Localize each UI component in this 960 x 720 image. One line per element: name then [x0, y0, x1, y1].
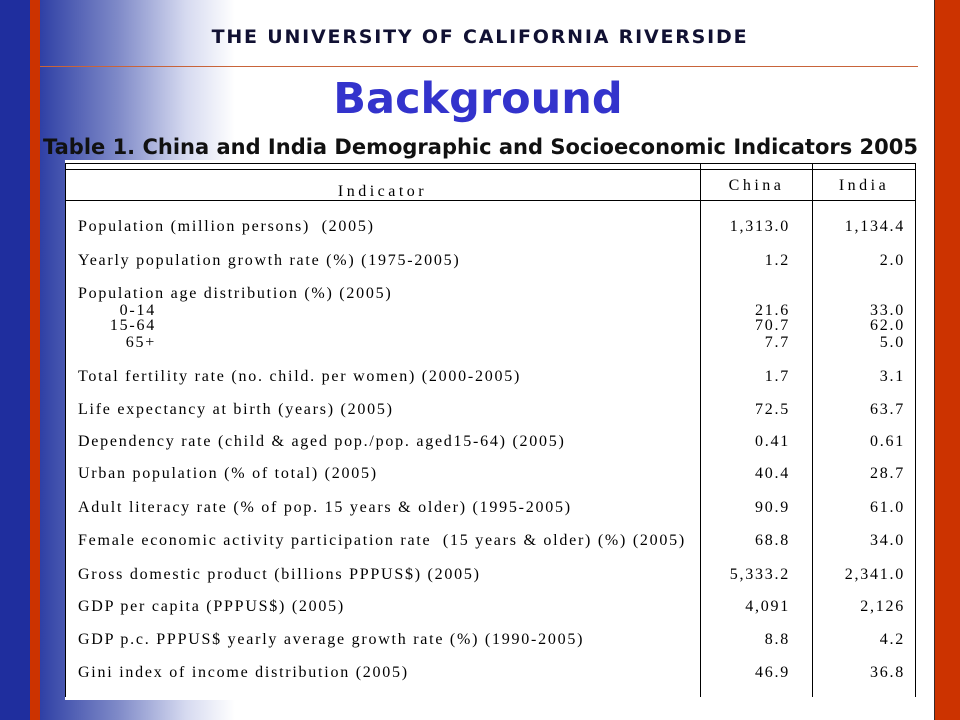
- slide-title: Background: [333, 74, 623, 124]
- table-row: [65, 565, 916, 585]
- india-value: 33.0: [870, 302, 905, 319]
- column-header-indicator: Indicator: [337, 183, 428, 200]
- china-value: 70.7: [755, 317, 790, 334]
- india-value: 62.0: [870, 317, 905, 334]
- india-value: 2,126: [860, 598, 905, 615]
- table-border-top-inner: [65, 169, 916, 170]
- table-row: [65, 531, 916, 551]
- china-value: 90.9: [755, 499, 790, 516]
- india-value: 63.7: [870, 401, 905, 418]
- india-value: 3.1: [879, 368, 905, 385]
- india-value: 36.8: [870, 664, 905, 681]
- age-group-label: 15-64: [109, 317, 156, 334]
- india-value: 5.0: [879, 334, 905, 351]
- indicator-label: Yearly population growth rate (%) (1975-2005): [78, 252, 461, 269]
- table-caption: Table 1. China and India Demographic and Socioeconomic Indicators 2005: [43, 135, 919, 159]
- table-row: [65, 217, 916, 237]
- india-value: 34.0: [870, 532, 905, 549]
- table-row: [65, 663, 916, 683]
- indicator-label: Gini index of income distribution (2005): [78, 664, 409, 681]
- age-group-label: 0-14: [119, 302, 156, 319]
- india-value: 0.61: [870, 433, 905, 450]
- age-group-label: 65+: [125, 334, 156, 351]
- china-value: 68.8: [755, 532, 790, 549]
- indicator-label: Adult literacy rate (% of pop. 15 years & older) (1995-2005): [78, 499, 572, 516]
- china-value: 8.8: [764, 631, 790, 648]
- china-value: 1,313.0: [729, 218, 790, 235]
- indicator-label: Total fertility rate (no. child. per women) (2000-2005): [78, 368, 522, 385]
- table-row: [65, 251, 916, 271]
- india-value: 4.2: [879, 631, 905, 648]
- table-row: [65, 400, 916, 420]
- table-border-top: [65, 163, 916, 164]
- indicator-label: Life expectancy at birth (years) (2005): [78, 401, 394, 418]
- india-value: 28.7: [870, 465, 905, 482]
- indicator-group-label: Population age distribution (%) (2005): [78, 285, 393, 302]
- column-header-india: India: [838, 177, 890, 194]
- data-table: [65, 160, 916, 700]
- china-value: 1.7: [764, 368, 790, 385]
- indicator-label: Gross domestic product (billions PPPUS$) (2005): [78, 566, 481, 583]
- indicator-label: Population (million persons) (2005): [78, 218, 375, 235]
- china-value: 1.2: [764, 252, 790, 269]
- indicator-label: Urban population (% of total) (2005): [78, 465, 378, 482]
- china-value: 5,333.2: [729, 566, 790, 583]
- china-value: 72.5: [755, 401, 790, 418]
- table-row: [65, 498, 916, 518]
- india-value: 2.0: [879, 252, 905, 269]
- china-value: 7.7: [764, 334, 790, 351]
- indicator-label: GDP per capita (PPPUS$) (2005): [78, 598, 345, 615]
- table-row: [65, 597, 916, 617]
- table-row: [65, 367, 916, 387]
- india-value: 61.0: [870, 499, 905, 516]
- china-value: 40.4: [755, 465, 790, 482]
- indicator-label: Female economic activity participation rate (15 years & older) (%) (2005): [78, 532, 686, 549]
- indicator-label: GDP p.c. PPPUS$ yearly average growth rate (%) (1990-2005): [78, 631, 585, 648]
- slide-header: THE UNIVERSITY OF CALIFORNIA RIVERSIDE: [211, 26, 749, 48]
- china-value: 46.9: [755, 664, 790, 681]
- china-value: 4,091: [745, 598, 790, 615]
- india-value: 2,341.0: [844, 566, 905, 583]
- table-subrow: [65, 333, 916, 353]
- table-row: [65, 630, 916, 650]
- table-row: [65, 464, 916, 484]
- column-header-china: China: [728, 177, 785, 194]
- table-row: [65, 432, 916, 452]
- india-value: 1,134.4: [844, 218, 905, 235]
- indicator-label: Dependency rate (child & aged pop./pop. aged15-64) (2005): [78, 433, 566, 450]
- china-value: 21.6: [755, 302, 790, 319]
- header-rule: [40, 66, 918, 67]
- china-value: 0.41: [755, 433, 790, 450]
